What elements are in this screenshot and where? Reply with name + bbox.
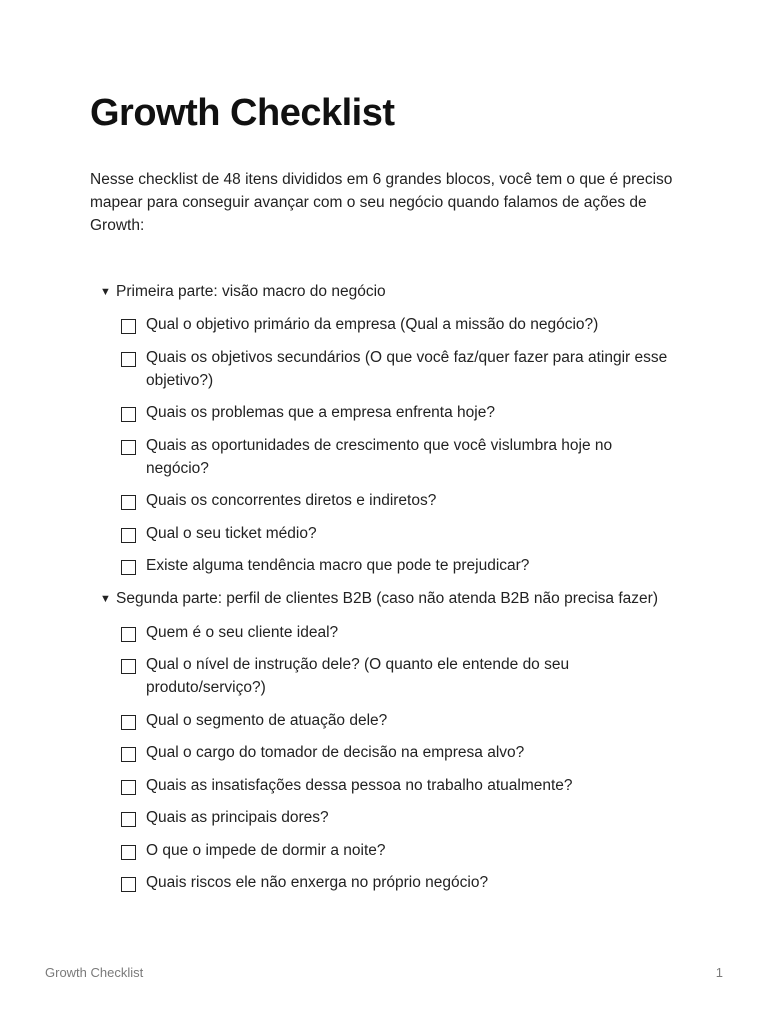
checkbox[interactable] bbox=[121, 352, 136, 367]
checkbox[interactable] bbox=[121, 528, 136, 543]
checklist-item-label: Quais as principais dores? bbox=[146, 809, 329, 826]
checklist-item bbox=[121, 522, 670, 545]
checklist-item bbox=[121, 401, 670, 424]
checklist-item bbox=[121, 489, 670, 512]
checkbox[interactable] bbox=[121, 812, 136, 827]
checklist-items bbox=[100, 621, 670, 895]
triangle-down-icon: ▼ bbox=[100, 592, 111, 605]
checkbox[interactable] bbox=[121, 440, 136, 455]
checkbox[interactable] bbox=[121, 659, 136, 674]
page-title: Growth Checklist bbox=[90, 92, 395, 134]
section-segunda-parte bbox=[100, 587, 670, 895]
checklist-item-label: Quais as oportunidades de crescimento que você vislumbra hoje no negócio? bbox=[146, 436, 613, 477]
checklist-item-label: Qual o cargo do tomador de decisão na empresa alvo? bbox=[146, 744, 525, 761]
checklist-item-label: Quais os problemas que a empresa enfrenta hoje? bbox=[146, 404, 495, 421]
checklist-item-label: Qual o objetivo primário da empresa (Qual a missão do negócio?) bbox=[146, 316, 599, 333]
checklist-item-label: Quais os concorrentes diretos e indiretos? bbox=[146, 492, 437, 509]
checklist-item bbox=[121, 741, 670, 764]
checkbox[interactable] bbox=[121, 627, 136, 642]
checklist-item-label: Qual o seu ticket médio? bbox=[146, 524, 317, 542]
checkbox[interactable] bbox=[121, 747, 136, 762]
checklist-item bbox=[121, 806, 670, 829]
checkbox[interactable] bbox=[121, 845, 136, 860]
checklist-item-label: Quais os objetivos secundários (O que você faz/quer fazer para atingir esse objetivo?) bbox=[146, 348, 668, 389]
section-primeira-parte bbox=[100, 280, 670, 577]
section-toggle-segunda-parte[interactable] bbox=[100, 587, 670, 611]
checkbox[interactable] bbox=[121, 780, 136, 795]
page-number: 1 bbox=[715, 965, 723, 980]
intro-paragraph: Nesse checklist de 48 itens divididos em 6 grandes blocos, você tem o que é preciso mapear para conseguir avançar com o seu negócio quando falamos de ações de Growth: bbox=[90, 171, 673, 234]
checklist-item-label: Quais as insatisfações dessa pessoa no trabalho atualmente? bbox=[146, 776, 573, 794]
checkbox[interactable] bbox=[121, 407, 136, 422]
checkbox[interactable] bbox=[121, 877, 136, 892]
checkbox[interactable] bbox=[121, 715, 136, 730]
section-heading: Primeira parte: visão macro do negócio bbox=[116, 283, 386, 300]
checklist-item bbox=[121, 774, 670, 797]
checkbox[interactable] bbox=[121, 495, 136, 510]
footer-title: Growth Checklist bbox=[45, 965, 144, 980]
checklist-item bbox=[121, 621, 670, 644]
checklist-items bbox=[100, 313, 670, 577]
triangle-down-icon: ▼ bbox=[100, 286, 111, 298]
checklist-item bbox=[121, 871, 670, 894]
checklist-item-label: O que o impede de dormir a noite? bbox=[146, 841, 386, 859]
checklist-item bbox=[121, 434, 670, 480]
section-toggle-primeira-parte[interactable] bbox=[100, 280, 670, 304]
checklist-item bbox=[121, 554, 670, 577]
checklist-item bbox=[121, 346, 670, 392]
checklist-item bbox=[121, 839, 670, 862]
checklist-item-label: Qual o segmento de atuação dele? bbox=[146, 711, 388, 729]
checklist-item bbox=[121, 709, 670, 732]
checklist-item-label: Qual o nível de instrução dele? (O quanto ele entende do seu produto/serviço?) bbox=[146, 656, 570, 696]
checklist-item-label: Quem é o seu cliente ideal? bbox=[146, 623, 339, 641]
section-heading: Segunda parte: perfil de clientes B2B (caso não atenda B2B não precisa fazer) bbox=[116, 589, 658, 607]
checklist-item-label: Existe alguma tendência macro que pode te prejudicar? bbox=[146, 557, 530, 574]
checkbox[interactable] bbox=[121, 560, 136, 575]
checklist bbox=[100, 280, 670, 904]
checklist-item bbox=[121, 313, 670, 336]
checklist-item bbox=[121, 653, 670, 699]
checkbox[interactable] bbox=[121, 319, 136, 334]
checklist-item-label: Quais riscos ele não enxerga no próprio negócio? bbox=[146, 874, 489, 891]
